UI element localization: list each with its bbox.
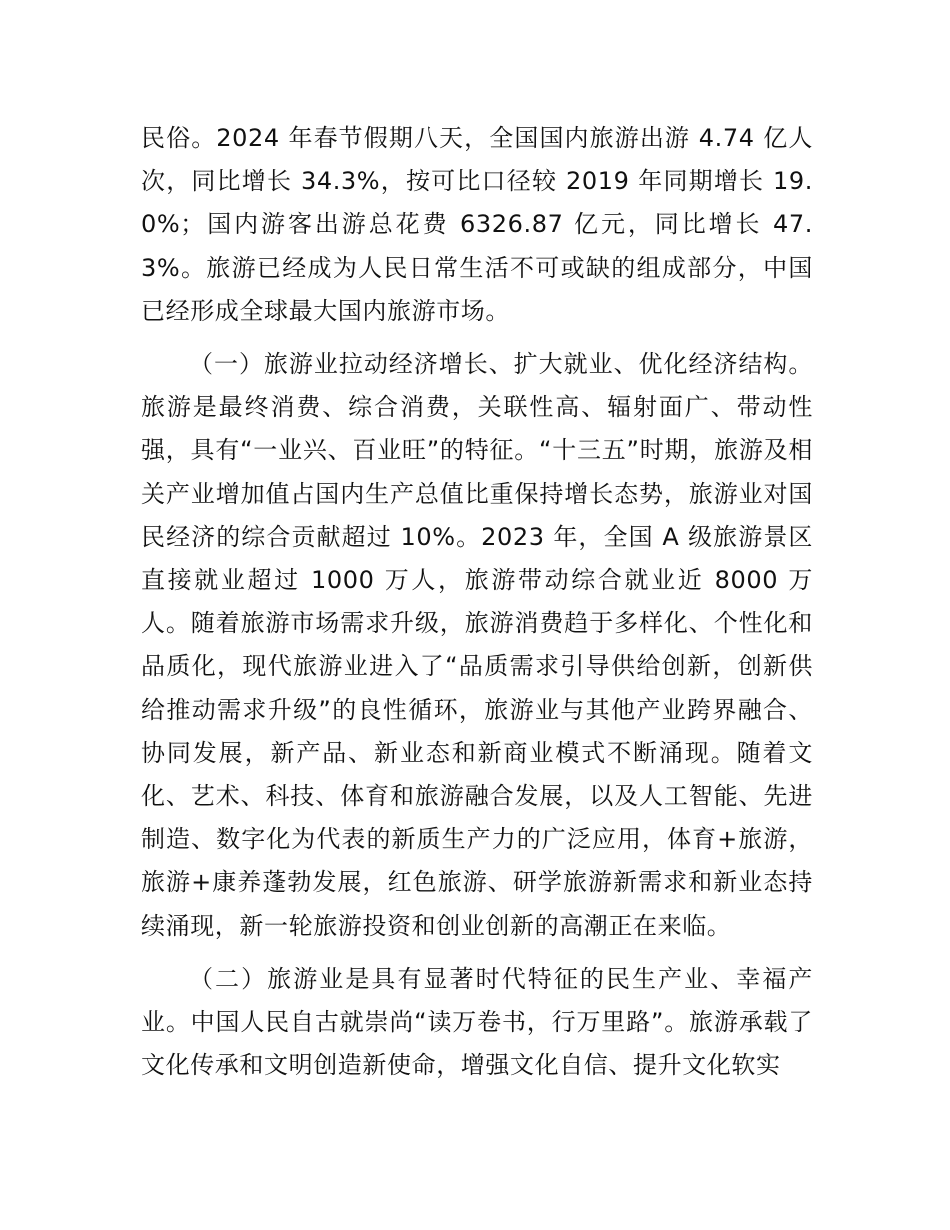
- paragraph-economic-growth: （一）旅游业拉动经济增长、扩大就业、优化经济结构。旅游是最终消费、综合消费，关联性高、辐射面广、带动性强，具有“一业兴、百业旺”的特征。“十三五”时期，旅游及相关产业增加值占国内生产总值比重保持增长态势，旅游业对国民经济的综合贡献超过 10%。2023 年，全国 A 级旅游景区直接就业超过 1000 万人，旅游带动综合就业近 8000 万人。随着旅游市场需求升级，旅游消费趋于多样化、个性化和品质化，现代旅游业进入了“品质需求引导供给创新，创新供给推动需求升级”的良性循环，旅游业与其他产业跨界融合、协同发展，新产品、新业态和新商业模式不断涌现。随着文化、艺术、科技、体育和旅游融合发展，以及人工智能、先进制造、数字化为代表的新质生产力的广泛应用，体育+旅游，旅游+康养蓬勃发展，红色旅游、研学旅游新需求和新业态持续涌现，新一轮旅游投资和创业创新的高潮正在来临。: [141, 350, 813, 940]
- paragraph-livelihood-industry: （二）旅游业是具有显著时代特征的民生产业、幸福产业。中国人民自古就崇尚“读万卷书，行万里路”。旅游承载了文化传承和文明创造新使命，增强文化自信、提升文化软实: [141, 964, 813, 1080]
- document-page: [141, 117, 813, 1087]
- paragraph-tourism-statistics: 民俗。2024 年春节假期八天，全国国内旅游出游 4.74 亿人次，同比增长 34.3%，按可比口径较 2019 年同期增长 19.0%；国内游客出游总花费 6326.87 亿元，同比增长 47.3%。旅游已经成为人民日常生活不可或缺的组成部分，中国已经形成全球最大国内旅游市场。: [141, 124, 813, 325]
